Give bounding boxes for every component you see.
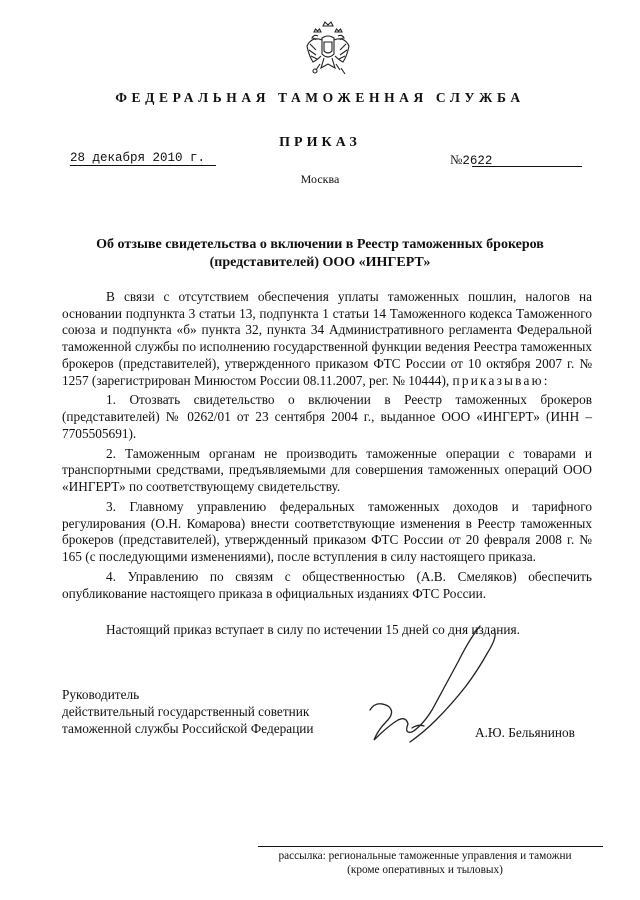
order-item-2: 2. Таможенным органам не производить таможенные операции с товарами и транспортными средствами, предъявляемыми для совершения таможенных операций ООО «ИНГЕРТ» по соответствующему свидетельству. [62, 445, 592, 495]
order-word: приказываю: [452, 372, 550, 388]
agency-name: ФЕДЕРАЛЬНАЯ ТАМОЖЕННАЯ СЛУЖБА [115, 90, 525, 105]
distribution-divider [258, 846, 603, 847]
order-body [62, 289, 592, 642]
signatory-line1: Руководитель [62, 687, 140, 702]
distribution-line1: рассылка: региональные таможенные управления и таможни [278, 850, 572, 862]
order-title-line2: (представителей) ООО «ИНГЕРТ» [209, 255, 431, 270]
distribution-note [250, 849, 600, 877]
number-underline [472, 166, 582, 167]
order-item-4: 4. Управлению по связям с общественностью (А.В. Смеляков) обеспечить опубликование настоящего приказа в официальных изданиях ФТС России. [62, 569, 592, 601]
effective-clause: Настоящий приказ вступает в силу по истечении 15 дней со дня издания. [106, 622, 520, 638]
distribution-line2: (кроме оперативных и тыловых) [347, 864, 503, 876]
city: Москва [300, 172, 340, 186]
handwritten-signature [360, 610, 520, 760]
double-headed-eagle-emblem [305, 20, 351, 80]
signatory-line3: таможенной службы Российской Федерации [62, 721, 314, 736]
signatory-position [62, 686, 314, 737]
order-title [40, 236, 600, 272]
document-type: ПРИКАЗ [279, 135, 361, 150]
order-date: 28 декабря 2010 г. [70, 151, 216, 166]
signatory-line2: действительный государственный советник [62, 704, 310, 719]
order-number-value: 2622 [462, 154, 493, 168]
order-item-3: 3. Главному управлению федеральных таможенных доходов и тарифного регулирования (О.Н. Комарова) внести соответствующие изменения в Реестр таможенных брокеров (представителей), утвержденный приказом ФТС России от 20 февраля 2008 г. № 165 (с последующими изменениями), после вступления в силу настоящего приказа. [62, 499, 592, 565]
preamble-text: В связи с отсутствием обеспечения уплаты таможенных пошлин, налогов на основании подпункта 3 статьи 13, подпункта 1 статьи 14 Таможенного кодекса Таможенного союза и подпункта «б» пункта 32, пункта 34 Административного регламента Федеральной таможенной службы по исполнению государственной функции ведения Реестра таможенных брокеров (представителей), утвержденного приказом ФТС России от 10 октября 2007 г. № 1257 (зарегистрирован Минюстом России 08.11.2007, рег. № 10444), [62, 289, 592, 388]
order-item-1: 1. Отозвать свидетельство о включении в Реестр таможенных брокеров (представителей) № 0262/01 от 23 сентября 2004 г., выданное ООО «ИНГЕРТ» (ИНН – 7705505691). [62, 392, 592, 441]
order-title-line1: Об отзыве свидетельства о включении в Реестр таможенных брокеров [96, 237, 544, 252]
signatory-name: А.Ю. Бельянинов [475, 725, 575, 740]
number-sign: № [450, 152, 463, 167]
preamble-paragraph [62, 289, 592, 389]
